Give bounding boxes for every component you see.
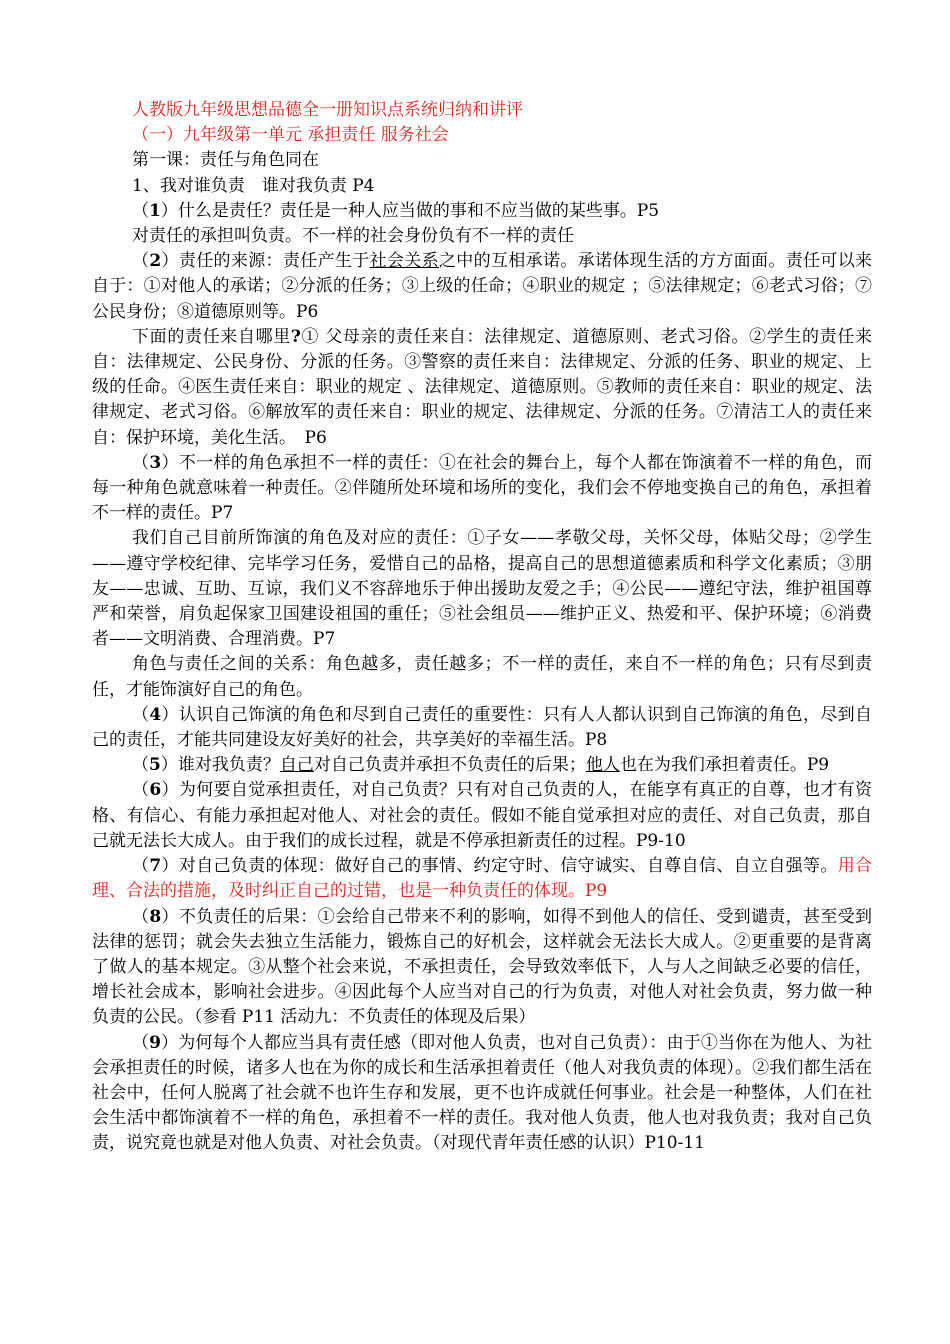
item-number: 9 [149, 1032, 161, 1053]
paragraph-q3: （3）不一样的角色承担不一样的责任：①在社会的舞台上，每个人都在饰演着不一样的角色，而每一种角色就意味着一种责任。②伴随所处环境和场所的变化，我们会不停地变换自己的角色，承担着不一样的责任。P7 [92, 452, 873, 524]
paragraph-text: 之中的互相承诺。承诺体现生活的方方面面。责任可以来自于：①对他人的承诺；②分派的任务；③上级的任命；④职业的规定 ；⑤法律规定；⑥老式习俗；⑦公民身份；⑧道德原则等。P6 [92, 251, 873, 322]
document-page [92, 98, 872, 1157]
paragraph-text: ① 父母亲的责任来自：法律规定、道德原则、老式习俗。②学生的责任来自：法律规定、公民身份、分派的任务。③警察的责任来自：法律规定、分派的任务、职业的规定、上级的任命。④医生责任来自：职业的规定 、法律规定、道德原则。⑤教师的责任来自：职业的规定、法律规定、老式习俗。⑥解放军的责任来自：职业的规定、法律规定、分派的任务。⑦清洁工人的责任来自：保护环境，美化生活。 P6 [92, 326, 872, 448]
paragraph-q4: （4）认识自己饰演的角色和尽到自己责任的重要性：只有人人都认识到自己饰演的角色，尽到自己的责任，才能共同建设友好美好的社会，共享美好的幸福生活。P8 [92, 704, 873, 751]
paragraph-q1-cont: 对责任的承担叫负责。不一样的社会身份负有不一样的责任 [132, 226, 574, 247]
item-number: 2 [149, 251, 162, 272]
lesson-heading: 第一课：责任与角色同在 [132, 150, 319, 171]
underlined-term: 自己 [279, 755, 314, 776]
paragraph-text: 为何要自觉承担责任，对自己负责？只有对自己负责的人，在能享有真正的自尊，也才有资格、有信心、有能力承担起对他人、对社会的责任。假如不能自觉承担对应的责任、对自己负责，那自己就无法长大成人。由于我们的成长过程，就是不停承担新责任的过程。P9-10 [92, 780, 873, 851]
paragraph-roles: 我们自己目前所饰演的角色及对应的责任：①子女——孝敬父母，关怀父母，体贴父母；②学生——遵守学校纪律、完毕学习任务，爱惜自己的品格，提高自己的思想道德素质和科学文化素质；③朋友——忠诚、互助、互谅，我们义不容辞地乐于伸出援助友爱之手；④公民——遵纪守法，维护祖国尊严和荣誉，肩负起保家卫国建设祖国的重任；⑤社会组员——维护正义、热爱和平、保护环境；⑥消费者——文明消费、合理消费。P7 [92, 528, 872, 650]
paragraph-text: 谁对我负责？ [177, 755, 280, 776]
paragraph-q8: （8）不负责任的后果：①会给自己带来不利的影响，如得不到他人的信任、受到谴责，甚至受到法律的惩罚；就会失去独立生活能力，锻炼自己的好机会，这样就会无法长大成人。②更重要的是背离了做人的基本规定。③从整个社会来说，不承担责任，会导致效率低下，人与人之间缺乏必要的信任，增长社会成本，影响社会进步。④因此每个人应当对自己的行为负责，对他人对社会负责，努力做一种负责的公民。（参看 P11 活动九：不负责任的体现及后果） [92, 906, 873, 1028]
underlined-term: 他人 [585, 755, 620, 776]
question-mark: ? [290, 326, 301, 347]
paragraph-text: 认识自己饰演的角色和尽到自己责任的重要性：只有人人都认识到自己饰演的角色，尽到自己的责任，才能共同建设友好美好的社会，共享美好的幸福生活。P8 [92, 704, 873, 751]
paragraph-relation: 角色与责任之间的关系：角色越多，责任越多；不一样的责任，来自不一样的角色；只有尽到责任，才能饰演好自己的角色。 [92, 654, 872, 700]
paragraph-text: 责任的来源：责任产生于 [178, 251, 370, 272]
item-number: 5 [149, 755, 161, 776]
item-number: 3 [149, 452, 162, 473]
item-number: 7 [149, 856, 162, 877]
unit-heading: （一）九年级第一单元 承担责任 服务社会 [132, 125, 449, 146]
paragraph-text: 什么是责任？责任是一种人应当做的事和不应当做的某些事。P5 [177, 200, 660, 221]
paragraph-q2: （2）责任的来源：责任产生于社会关系之中的互相承诺。承诺体现生活的方方面面。责任可以来自于：①对他人的承诺；②分派的任务；③上级的任命；④职业的规定 ；⑤法律规定；⑥老式习俗；⑦公民身份；⑧道德原则等。P6 [92, 251, 873, 322]
item-number: 6 [149, 780, 162, 801]
paragraph-text: 不一样的角色承担不一样的责任：①在社会的舞台上，每个人都在饰演着不一样的角色，而每一种角色就意味着一种责任。②伴随所处环境和场所的变化，我们会不停地变换自己的角色，承担着不一样的责任。P7 [92, 452, 873, 524]
document-title: 人教版九年级思想品德全一册知识点系统归纳和讲评 [132, 100, 523, 120]
paragraph-text: 对自己负责的体现：做好自己的事情、约定守时、信守诚实、自尊自信、自立自强等。 [178, 856, 838, 877]
paragraph-text: 对自己负责并承担不负责任的后果； [313, 755, 586, 776]
paragraph-text: 不负责任的后果：①会给自己带来不利的影响，如得不到他人的信任、受到谴责，甚至受到法律的惩罚；就会失去独立生活能力，锻炼自己的好机会，这样就会无法长大成人。②更重要的是背离了做人的基本规定。③从整个社会来说，不承担责任，会导致效率低下，人与人之间缺乏必要的信任，增长社会成本，影响社会进步。④因此每个人应当对自己的行为负责，对他人对社会负责，努力做一种负责的公民。（参看 P11 活动九：不负责任的体现及后果） [92, 906, 873, 1028]
item-number: 8 [149, 906, 162, 927]
underlined-term: 社会关系 [369, 251, 439, 272]
paragraph-q5: （5）谁对我负责？自己对自己负责并承担不负责任的后果；他人也在为我们承担着责任。P9 [132, 755, 830, 776]
paragraph-q1: （1）什么是责任？责任是一种人应当做的事和不应当做的某些事。P5 [132, 200, 660, 221]
item-number: 4 [149, 704, 162, 725]
section-heading: 1、我对谁负责 谁对我负责 P4 [132, 175, 375, 196]
highlighted-text: 用合理、合法的措施，及时纠正自己的过错，也是一种负责任的体现。P9 [92, 856, 873, 902]
paragraph-text: 也在为我们承担着责任。P9 [619, 755, 830, 776]
paragraph-sources [92, 325, 872, 451]
paragraph-q9: （9）为何每个人都应当具有责任感（即对他人负责，也对自己负责）：由于①当你在为他人、为社会承担责任的时候，诸多人也在为你的成长和生活承担着责任（他人对我负责的体现）。②我们都生活在社会中，任何人脱离了社会就不也许生存和发展，更不也许成就任何事业。社会是一种整体，人们在社会生活中都饰演着不一样的角色，承担着不一样的责任。我对他人负责，他人也对我负责；我对自己负责，说究竟也就是对他人负责、对社会负责。（对现代青年责任感的认识）P10-11 [92, 1032, 873, 1154]
paragraph-q7: （7）对自己负责的体现：做好自己的事情、约定守时、信守诚实、自尊自信、自立自强等。用合理、合法的措施，及时纠正自己的过错，也是一种负责任的体现。P9 [92, 856, 873, 902]
paragraph-text: 下面的责任来自哪里 [132, 326, 291, 347]
paragraph-q6: （6）为何要自觉承担责任，对自己负责？只有对自己负责的人，在能享有真正的自尊，也才有资格、有信心、有能力承担起对他人、对社会的责任。假如不能自觉承担对应的责任、对自己负责，那自己就无法长大成人。由于我们的成长过程，就是不停承担新责任的过程。P9-10 [92, 780, 873, 851]
item-number: 1 [149, 200, 161, 221]
paragraph-text: 为何每个人都应当具有责任感（即对他人负责，也对自己负责）：由于①当你在为他人、为社会承担责任的时候，诸多人也在为你的成长和生活承担着责任（他人对我负责的体现）。②我们都生活在社会中，任何人脱离了社会就不也许生存和发展，更不也许成就任何事业。社会是一种整体，人们在社会生活中都饰演着不一样的角色，承担着不一样的责任。我对他人负责，他人也对我负责；我对自己负责，说究竟也就是对他人负责、对社会负责。（对现代青年责任感的认识）P10-11 [92, 1032, 873, 1154]
